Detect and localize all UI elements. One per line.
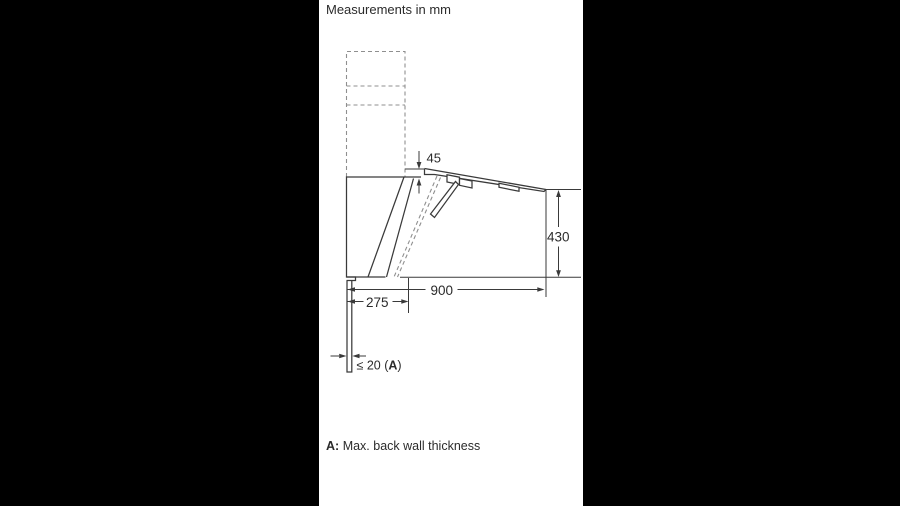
right-letterbox	[583, 0, 900, 506]
measurements-title: Measurements in mm	[326, 2, 451, 17]
arrow-down-icon	[556, 270, 561, 277]
chimney-duct-outline	[347, 52, 406, 178]
visor-panel	[425, 169, 547, 218]
dimension-45	[405, 151, 441, 194]
hood-wall-bracket	[347, 277, 356, 281]
hood-body	[347, 176, 441, 277]
arrow-down-icon	[417, 162, 422, 169]
footnote-text: Max. back wall thickness	[342, 439, 481, 453]
dimension-430	[400, 190, 581, 298]
dim-275-label: 275	[366, 295, 389, 310]
dim-45-label: 45	[426, 150, 441, 166]
arrow-up-icon	[417, 179, 422, 186]
dim-430-label: 430	[547, 229, 570, 245]
arrow-right-icon	[339, 354, 346, 358]
dimension-wall-thickness	[331, 354, 402, 373]
arrow-right-icon	[537, 287, 544, 291]
dim-900-label: 900	[430, 283, 454, 298]
diagram-panel	[319, 0, 583, 506]
visor-support-arm	[431, 182, 459, 218]
left-letterbox	[0, 0, 319, 506]
arrow-right-icon	[401, 299, 408, 303]
hood-dimension-drawing	[319, 0, 583, 506]
dimension-275	[348, 278, 409, 313]
wall-dim-suffix: )	[397, 358, 402, 373]
hood-front-slant-inner	[368, 177, 404, 277]
wall-dim-letter: A	[388, 358, 398, 373]
footnote-label: A:	[326, 439, 340, 453]
footnote-wall-thickness	[326, 439, 480, 453]
wall-dim-prefix: ≤ 20 (	[356, 358, 389, 373]
wall-strip	[347, 281, 352, 373]
arrow-up-icon	[556, 190, 561, 197]
dim-wall-thickness-label	[357, 359, 402, 373]
